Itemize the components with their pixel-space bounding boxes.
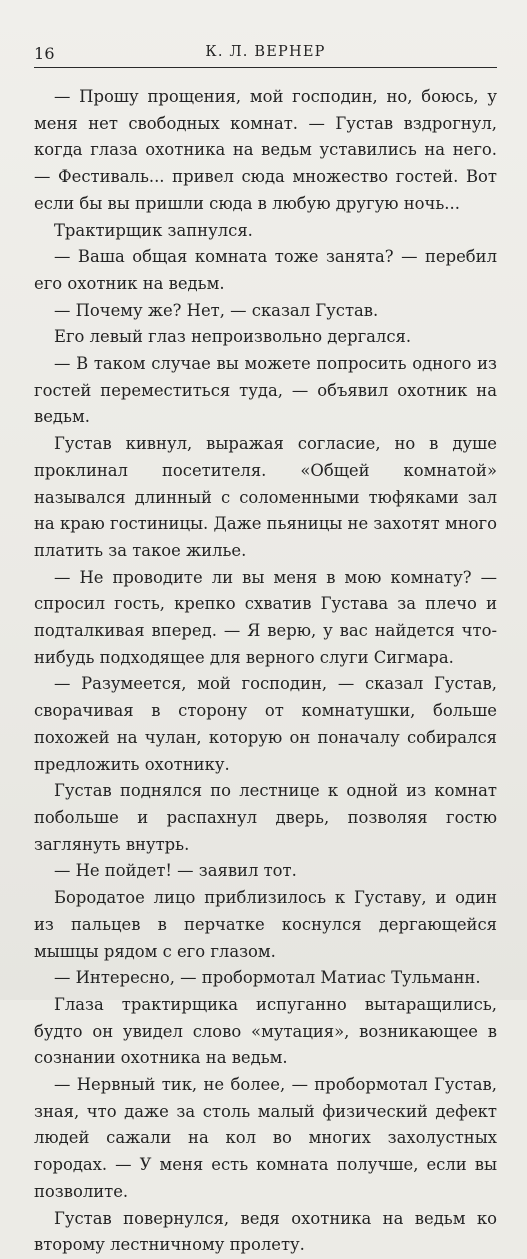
paragraph: — Не проводите ли вы меня в мою комнату? — спросил гость, крепко схватив Густава за плечо и подталкивая вперед. — Я верю, у вас найдется что-нибудь подходящее для верного слуги Сигмара. xyxy=(34,567,497,667)
paragraph: — Нервный тик, не более, — пробормотал Густав, зная, что даже за столь малый физический дефект людей сажали на кол во многих захолустных городах. — У меня есть комната получше, если вы позволите. xyxy=(34,1075,497,1201)
paragraph: — В таком случае вы можете попросить одного из гостей переместиться туда, — объявил охотник на ведьм. xyxy=(34,354,497,427)
page-number: 16 xyxy=(34,44,55,63)
running-title: К. Л. ВЕРНЕР xyxy=(205,44,326,60)
paragraph: — Разумеется, мой господин, — сказал Густав, сворачивая в сторону от комнатушки, больше похожей на чулан, которую он поначалу собирался предложить охотнику. xyxy=(34,674,497,774)
paragraph: Глаза трактирщика испуганно вытаращились, будто он увидел слово «мутация», возникающее в сознании охотника на ведьм. xyxy=(34,994,497,1068)
paragraph: Густав кивнул, выражая согласие, но в душе проклинал посетителя. «Общей комнатой» назывался длинный с соломенными тюфяками зал на краю гостиницы. Даже пьяницы не захотят много платить за такое жилье. xyxy=(34,434,497,560)
header-rule xyxy=(34,67,497,68)
body-text xyxy=(34,84,497,1259)
paragraph: — Ваша общая комната тоже занята? — перебил его охотник на ведьм. xyxy=(34,247,497,293)
paragraph: — Интересно, — пробормотал Матиас Тульманн. xyxy=(54,968,481,988)
paragraph: Его левый глаз непроизвольно дергался. xyxy=(54,327,412,347)
paragraph: — Почему же? Нет, — сказал Густав. xyxy=(54,300,379,320)
paragraph: — Прошу прощения, мой господин, но, боюсь, у меня нет свободных комнат. — Густав вздрогнул, когда глаза охотника на ведьм уставились на него. — Фестиваль... привел сюда множество гостей. Вот если бы вы пришли сюда в любую другую ночь... xyxy=(34,87,497,213)
paragraph: — Не пойдет! — заявил тот. xyxy=(54,861,297,881)
paragraph: Густав повернулся, ведя охотника на ведьм ко второму лестничному пролету. xyxy=(34,1208,497,1255)
page-header xyxy=(34,42,497,66)
paragraph: Бородатое лицо приблизилось к Густаву, и один из пальцев в перчатке коснулся дергающейся мышцы рядом с его глазом. xyxy=(34,888,497,961)
paragraph: Трактирщик запнулся. xyxy=(54,220,253,240)
paragraph: Густав поднялся по лестнице к одной из комнат побольше и распахнул дверь, позволяя гостю заглянуть внутрь. xyxy=(34,781,497,854)
